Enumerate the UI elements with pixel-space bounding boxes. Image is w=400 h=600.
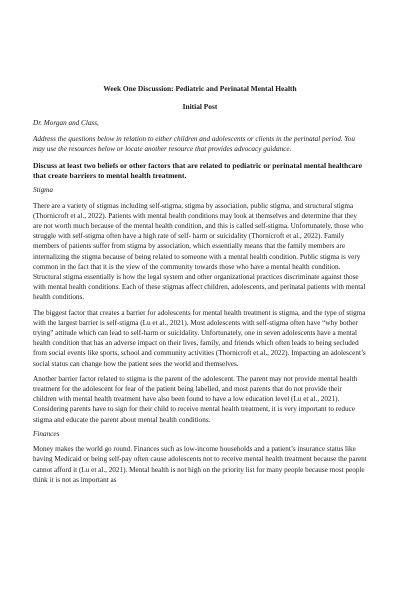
stigma-paragraph-2: The biggest factor that creates a barrier for adolescents for mental health treatment is stigma, and the type of stigma with the largest barrier is self-stigma (Lu et al., 2021). Most adolescents with self-stigma often have “why bother trying” attitude which can lead to self-harm or suicidality. Unfortunately, one in seven adolescents have a mental health condition that has an adverse impact on their lives, family, and friends which often leads to being secluded from social events like sports, school and community activities (Thornicroft et al., 2022). Impacting an adolescent’s social status can change how the patient sees the world and themselves. xyxy=(33,308,366,368)
stigma-paragraph-3: Another barrier factor related to stigma is the parent of the adolescent. The parent may not provide mental health treatment for the adolescent for fear of the patient being labelled, and most parents that do not provide their children with mental health treatment have also been found to have a low education level (Lu et al., 2021). Considering parents have to sign for their child to receive mental health treatment, it is very important to reduce stigma and educate the parent about mental health conditions. xyxy=(33,374,358,424)
finances-paragraph-1: Money makes the world go round. Finances such as low-income households and a patient’s insurance status like having Medicaid or being self-pay often cause adolescents not to receive mental health treatment because the parent cannot afford it (Lu et al., 2021). Mental health is not high on the priority list for many people because most people think it is not as important as xyxy=(33,445,367,484)
stigma-paragraph-1: There are a variety of stigmas including self-stigma, stigma by association, public stigma, and structural stigma (Thornicroft et al., 2022). Patients with mental health conditions may look at themselves and determine that they are not worth much because of the mental health condition, and this is called self-stigma. Unfortunately, those who struggle with self-stigma often have a high rate of self- harm or suicidality (Thornicroft et al., 2022). Family members of patients suffer from stigma by association, which essentially means that the family members are internalizing the stigma because of being related to someone with a mental health condition. Public stigma is very common in the fact that it is the view of the community towards those who have a mental health condition. Structural stigma essentially is how the legal system and other organizational practices discriminate against those with mental health conditions. Each of these stigmas affect children, adolescents, and perinatal patients with mental health conditions. xyxy=(33,201,366,302)
greeting: Dr. Morgan and Class, xyxy=(33,119,99,127)
document-subtitle: Initial Post xyxy=(182,102,218,111)
discussion-question: Discuss at least two beliefs or other factors that are related to pediatric or perinatal mental healthcare that create barriers to mental health treatment. xyxy=(33,160,363,181)
instructions: Address the questions below in relation to either children and adolescents or clients in the perinatal period. You may use the resources below or locate another resource that provides advocacy guidance. xyxy=(33,135,355,154)
section-heading-stigma: Stigma xyxy=(33,186,53,195)
section-heading-finances: Finances xyxy=(33,429,60,438)
document-title: Week One Discussion: Pediatric and Perinatal Mental Health xyxy=(103,84,297,93)
